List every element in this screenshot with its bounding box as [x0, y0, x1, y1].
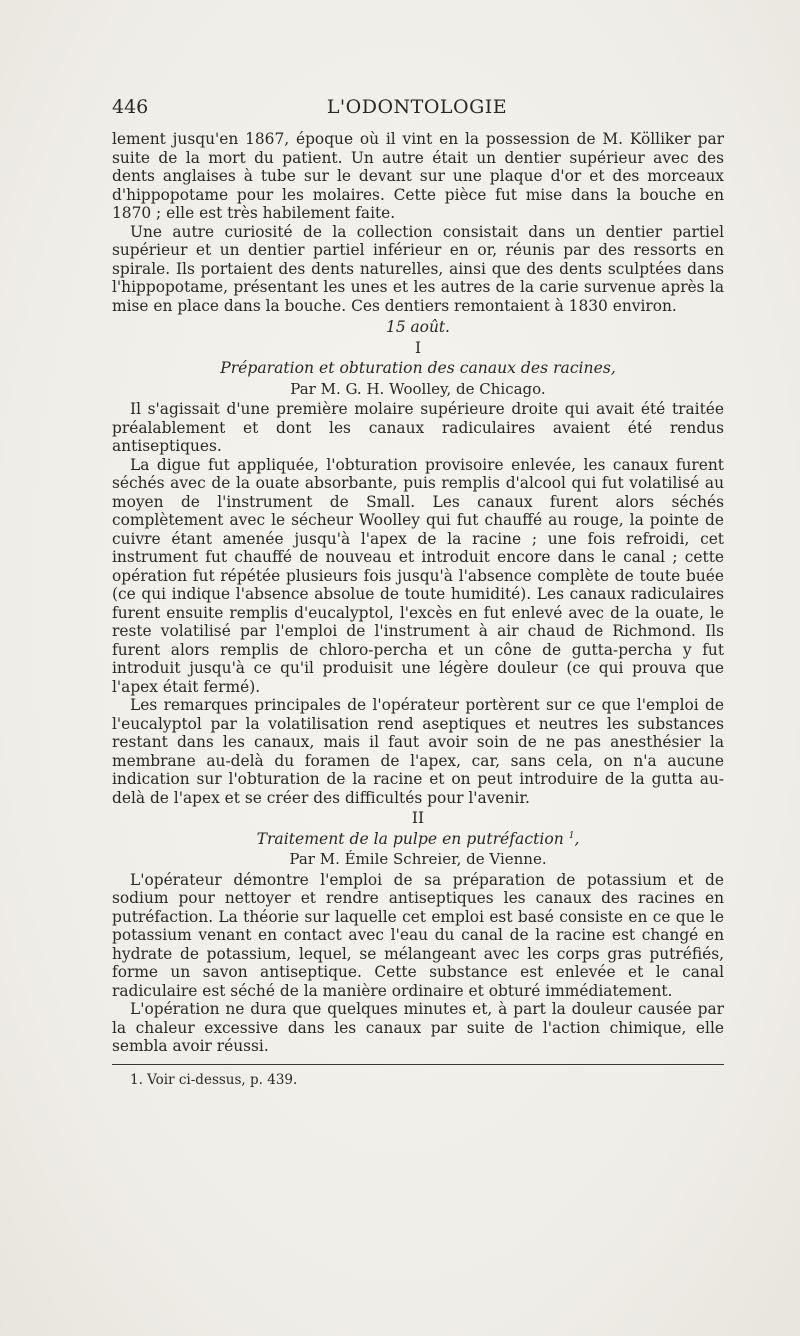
paragraph: Il s'agissait d'une première molaire supérieure droite qui avait été traitée préalablement et dont les canaux radiculaires avaient été rendus antiseptiques.: [112, 400, 724, 455]
section-title-text: Traitement de la pulpe en putréfaction: [256, 829, 564, 848]
section-title-punct: ,: [574, 829, 580, 848]
date-heading: 15 août.: [386, 318, 450, 336]
page-body: [112, 130, 724, 1089]
page-number: 446: [112, 96, 149, 118]
section-author: Par M. Émile Schreier, de Vienne.: [289, 850, 547, 868]
running-title: L'ODONTOLOGIE: [326, 96, 508, 118]
section-title: Préparation et obturation des canaux des racines,: [220, 359, 616, 377]
section-numeral: I: [414, 338, 422, 357]
running-header: [112, 96, 722, 126]
section-author: Par M. G. H. Woolley, de Chicago.: [290, 379, 546, 398]
paragraph: L'opérateur démontre l'emploi de sa préparation de potassium et de sodium pour nettoyer et rendre antiseptiques les canaux des racines en putréfaction. La théorie sur laquelle cet emploi est basé consiste en ce que le potassium venant en contact avec l'eau du canal de la racine est changé en hydrate de potassium, lequel, se mélangeant avec les corps gras putréfiés, forme un savon antiseptique. Cette substance est enlevée et le canal radiculaire est séché de la manière ordinaire et obturé immédiatement.: [112, 870, 724, 1000]
paragraph: Les remarques principales de l'opérateur portèrent sur ce que l'emploi de l'eucalyptol par la volatilisation rend aseptiques et neutres les substances restant dans les canaux, mais il faut avoir soin de ne pas anesthésier la membrane au-delà du foramen de l'apex, car, sans cela, on n'a aucune indication sur l'obturation de la racine et on peut introduire de la gutta au-delà de l'apex et se créer des difficultés pour l'avenir.: [112, 696, 724, 807]
paragraph: lement jusqu'en 1867, époque où il vint en la possession de M. Kölliker par suite de la mort du patient. Un autre était un dentier supérieur avec des dents anglaises à tube sur le devant sur une plaque d'or et des morceaux d'hippopotame pour les molaires. Cette pièce fut mise dans la bouche en 1870 ; elle est très habilement faite.: [112, 130, 724, 222]
footnote-reference: 1: [568, 830, 575, 841]
paragraph: Une autre curiosité de la collection consistait dans un dentier partiel supérieur et un dentier partiel inférieur en or, réunis par des ressorts en spirale. Ils portaient des dents naturelles, ainsi que des dents sculptées dans l'hippopotame, présentant les unes et les autres de la carie survenue après la mise en place dans la bouche. Ces dentiers remontaient à 1830 environ.: [112, 222, 724, 315]
section-title: [112, 830, 724, 849]
footnote: 1. Voir ci-dessus, p. 439.: [130, 1071, 298, 1088]
section-numeral: II: [411, 809, 425, 827]
paragraph: L'opération ne dura que quelques minutes et, à part la douleur causée par la chaleur excessive dans les canaux par suite de l'action chimique, elle sembla avoir réussi.: [112, 1000, 724, 1055]
paragraph: La digue fut appliquée, l'obturation provisoire enlevée, les canaux furent séchés avec de la ouate absorbante, puis remplis d'alcool qui fut volatilisé au moyen de l'instrument de Small. Les canaux furent alors séchés complètement avec le sécheur Woolley qui fut chauffé au rouge, la pointe de cuivre étant amenée jusqu'à l'apex de la racine ; une fois refroidi, cet instrument fut chauffé de nouveau et introduit encore dans le canal ; cette opération fut répétée plusieurs fois jusqu'à l'absence complète de toute buée (ce qui indique l'absence absolue de toute humidité). Les canaux radiculaires furent ensuite remplis d'eucalyptol, l'excès en fut enlevé avec de la ouate, le reste volatilisé par l'emploi de l'instrument à air chaud de Richmond. Ils furent alors remplis de chloro-percha et un cône de gutta-percha y fut introduit jusqu'à ce qu'il produisit une légère douleur (ce qui prouva que l'apex était fermé).: [112, 455, 724, 696]
footnote-rule: [112, 1064, 724, 1065]
